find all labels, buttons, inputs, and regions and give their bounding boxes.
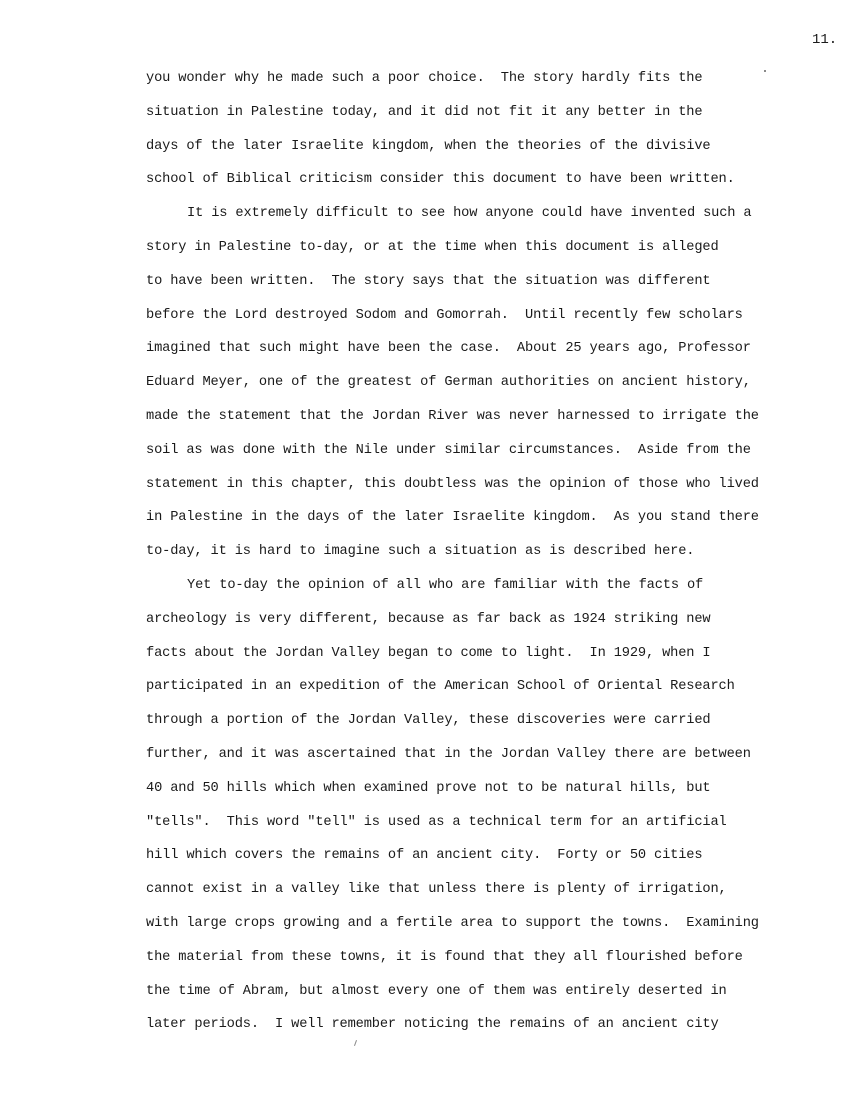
paper-speck xyxy=(764,70,766,72)
text-line: with large crops growing and a fertile area to support the towns. Examining xyxy=(146,915,759,931)
text-line: soil as was done with the Nile under similar circumstances. Aside from the xyxy=(146,442,751,458)
text-line: later periods. I well remember noticing the remains of an ancient city xyxy=(146,1017,719,1033)
text-line: "tells". This word "tell" is used as a technical term for an artificial xyxy=(146,814,727,830)
text-line: situation in Palestine today, and it did not fit it any better in the xyxy=(146,104,703,120)
text-line: statement in this chapter, this doubtless was the opinion of those who lived xyxy=(146,476,759,492)
text-line: participated in an expedition of the American School of Oriental Research xyxy=(146,679,735,695)
text-line: days of the later Israelite kingdom, when the theories of the divisive xyxy=(146,138,711,154)
text-line: the time of Abram, but almost every one of them was entirely deserted in xyxy=(146,983,727,999)
paper-speck xyxy=(354,1040,357,1046)
text-line: further, and it was ascertained that in the Jordan Valley there are between xyxy=(146,746,751,762)
text-line: to-day, it is hard to imagine such a situation as is described here. xyxy=(146,544,695,560)
text-line: through a portion of the Jordan Valley, these discoveries were carried xyxy=(146,713,711,729)
text-line: Yet to-day the opinion of all who are familiar with the facts of xyxy=(187,577,704,593)
text-line: school of Biblical criticism consider this document to have been written. xyxy=(146,172,735,188)
text-line: made the statement that the Jordan River was never harnessed to irrigate the xyxy=(146,408,759,424)
text-line: archeology is very different, because as far back as 1924 striking new xyxy=(146,611,711,627)
text-line: imagined that such might have been the case. About 25 years ago, Professor xyxy=(146,341,751,357)
text-line: It is extremely difficult to see how anyone could have invented such a xyxy=(187,206,752,222)
text-line: you wonder why he made such a poor choice. The story hardly fits the xyxy=(146,71,703,86)
text-line: to have been written. The story says that the situation was different xyxy=(146,273,711,289)
text-line: in Palestine in the days of the later Israelite kingdom. As you stand there xyxy=(146,510,759,526)
body-text xyxy=(146,62,806,1042)
text-line: cannot exist in a valley like that unless there is plenty of irrigation, xyxy=(146,882,727,898)
page-number: 11. xyxy=(812,32,838,48)
text-line: 40 and 50 hills which when examined prove not to be natural hills, but xyxy=(146,780,711,796)
text-line: before the Lord destroyed Sodom and Gomorrah. Until recently few scholars xyxy=(146,307,743,323)
text-line: Eduard Meyer, one of the greatest of German authorities on ancient history, xyxy=(146,375,751,391)
text-line: hill which covers the remains of an ancient city. Forty or 50 cities xyxy=(146,848,703,864)
text-line: facts about the Jordan Valley began to come to light. In 1929, when I xyxy=(146,645,711,661)
text-line: story in Palestine to-day, or at the time when this document is alleged xyxy=(146,239,719,255)
text-line: the material from these towns, it is found that they all flourished before xyxy=(146,949,743,965)
